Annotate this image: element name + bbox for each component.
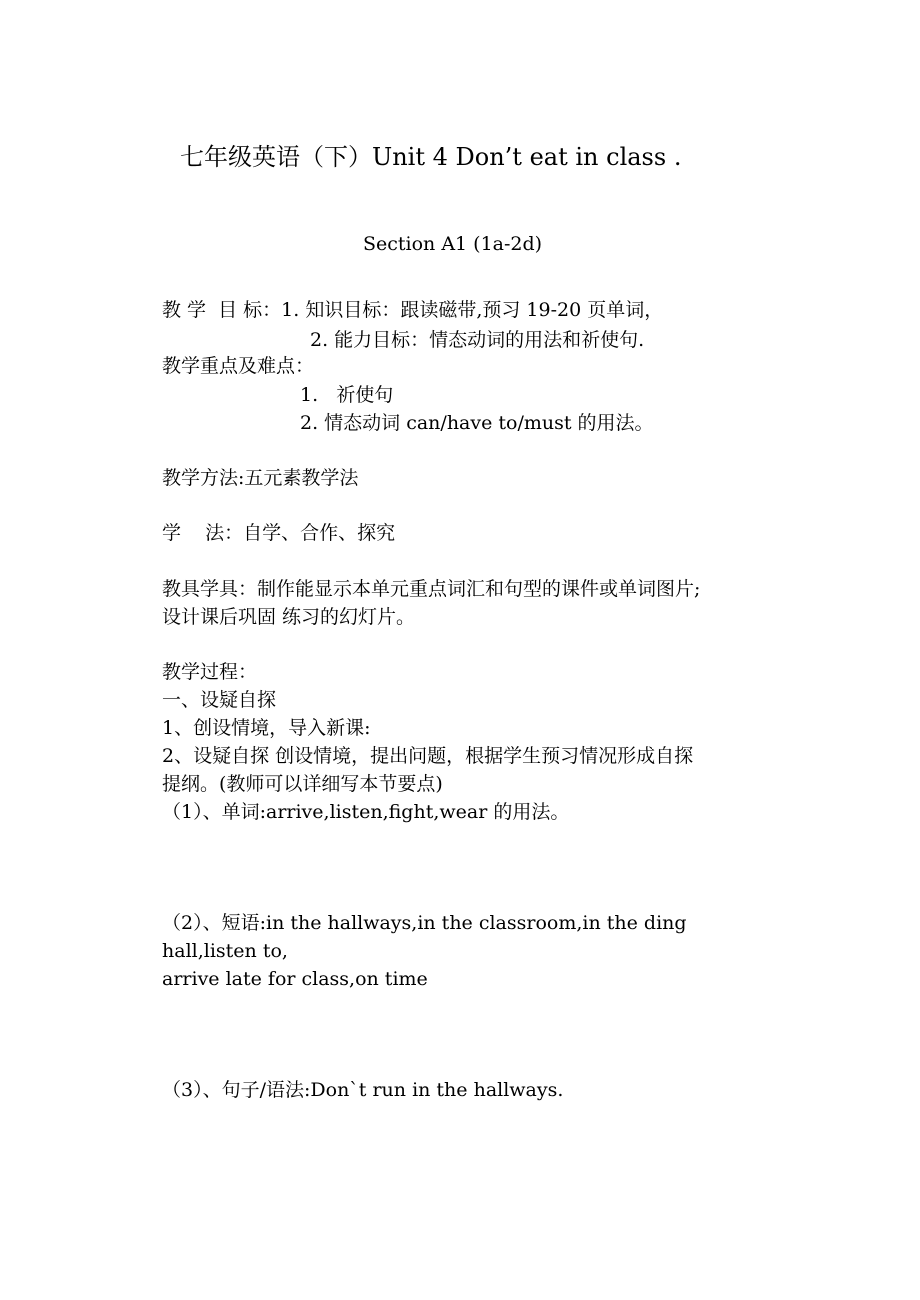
phrases-line-2: hall,listen to, (162, 940, 288, 962)
key-points-heading: 教学重点及难点： (162, 355, 315, 377)
objectives-line-2: 2. 能力目标：情态动词的用法和祈使句. (310, 329, 645, 351)
phrases-line-1: （2）、短语:in the hallways,in the classroom,in the ding (162, 912, 687, 934)
phrases-line-3: arrive late for class,on time (162, 968, 428, 990)
sentences-item: （3）、句子/语法:Don`t run in the hallways. (162, 1079, 564, 1101)
step-one-heading: 一、设疑自探 (162, 689, 277, 711)
process-heading: 教学过程： (162, 661, 258, 683)
objectives-line-1: 教 学 目 标：1. 知识目标：跟读磁带,预习 19-20 页单词， (162, 299, 664, 321)
teaching-tools-line-1: 教具学具：制作能显示本单元重点词汇和句型的课件或单词图片; (162, 578, 701, 600)
teaching-tools-line-2: 设计课后巩固 练习的幻灯片。 (162, 606, 416, 628)
document-title: 七年级英语（下）Unit 4 Don’t eat in class . (180, 143, 682, 171)
section-subtitle: Section A1 (1a-2d) (363, 233, 543, 255)
step-one-item-2a: 2、设疑自探 创设情境，提出问题，根据学生预习情况形成自探 (162, 745, 694, 767)
words-item: （1）、单词:arrive,listen,fight,wear 的用法。 (162, 801, 570, 823)
step-one-item-2b: 提纲。(教师可以详细写本节要点) (162, 773, 443, 795)
teaching-method: 教学方法:五元素教学法 (162, 467, 359, 489)
learning-method: 学 法：自学、合作、探究 (162, 522, 396, 544)
key-point-1: 1. 祈使句 (300, 384, 394, 406)
step-one-item-1: 1、创设情境，导入新课: (162, 717, 371, 739)
key-point-2: 2. 情态动词 can/have to/must 的用法。 (300, 412, 654, 434)
